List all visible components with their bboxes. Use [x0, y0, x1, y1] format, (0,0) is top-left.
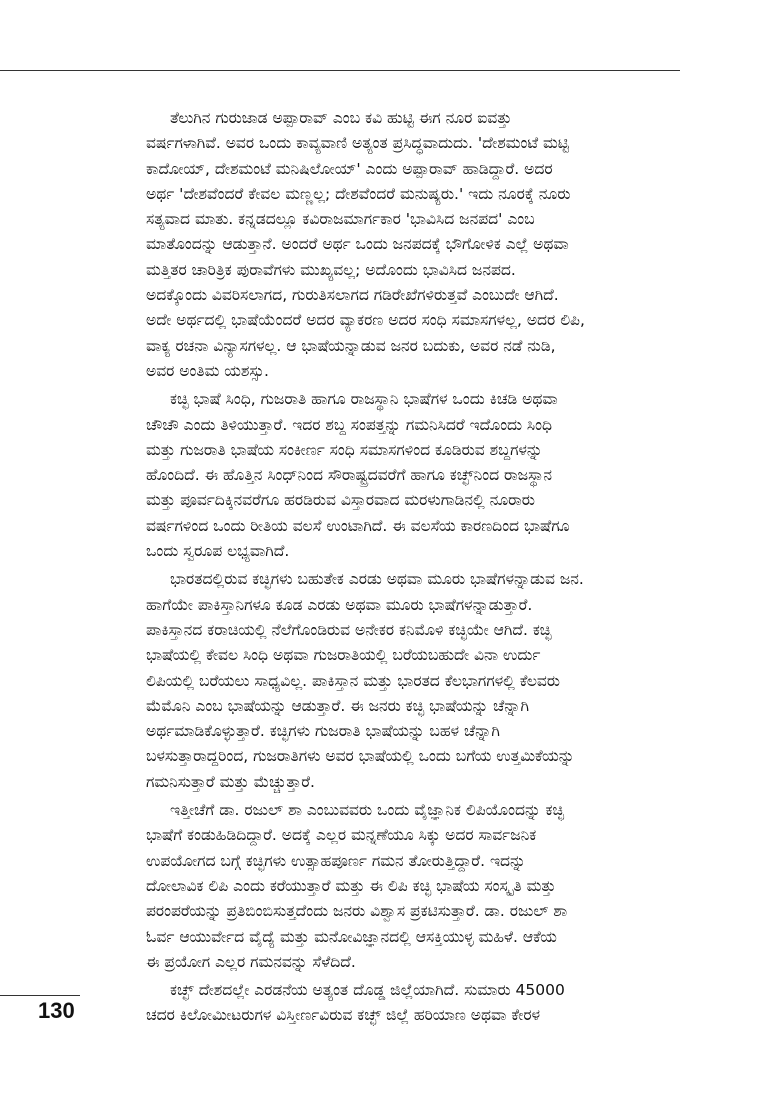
bottom-rule: [0, 995, 80, 996]
text-line: ಮೆಮೊನಿ ಎಂಬ ಭಾಷೆಯನ್ನು ಆಡುತ್ತಾರೆ. ಈ ಜನರು ಕಚ್ಛಿ ಭಾಷೆಯನ್ನು ಚೆನ್ನಾಗಿ: [146, 696, 529, 715]
text-line: ಉಪಯೋಗದ ಬಗ್ಗೆ ಕಚ್ಛಿಗಳು ಉತ್ಸಾಹಪೂರ್ಣ ಗಮನ ತೋರುತ್ತಿದ್ದಾರೆ. ಇದನ್ನು: [146, 851, 526, 870]
text-line: ಇತ್ತೀಚೆಗೆ ಡಾ. ರಜುಲ್ ಶಾ ಎಂಬುವವರು ಒಂದು ವೈಜ್ಞಾನಿಕ ಲಿಪಿಯೊಂದನ್ನು ಕಚ್ಛಿ: [170, 801, 565, 820]
page-number: 130: [38, 998, 75, 1023]
text-line: ಬಳಸುತ್ತಾರಾದ್ದರಿಂದ, ಗುಜರಾತಿಗಳು ಅವರ ಭಾಷೆಯಲ್ಲಿ ಒಂದು ಬಗೆಯ ಉತ್ತಮಿಕೆಯನ್ನು: [146, 747, 575, 766]
body-text: [146, 106, 656, 1029]
text-line: ಅದೇ ಅರ್ಥದಲ್ಲಿ ಭಾಷೆಯೆಂದರೆ ಅದರ ವ್ಯಾಕರಣ ಅದರ ಸಂಧಿ ಸಮಾಸಗಳಲ್ಲ, ಅದರ ಲಿಪಿ,: [146, 311, 585, 330]
text-line: ಮತ್ತು ಗುಜರಾತಿ ಭಾಷೆಯ ಸಂಕೀರ್ಣ ಸಂಧಿ ಸಮಾಸಗಳಿಂದ ಕೂಡಿರುವ ಶಬ್ದಗಳನ್ನು: [146, 440, 543, 459]
text-line: ವಾಕ್ಯ ರಚನಾ ವಿನ್ಯಾಸಗಳಲ್ಲ. ಆ ಭಾಷೆಯನ್ನಾಡುವ ಜನರ ಬದುಕು, ಅವರ ನಡೆ ನುಡಿ,: [146, 336, 556, 355]
text-line: ಗಮನಿಸುತ್ತಾರೆ ಮತ್ತು ಮೆಚ್ಚುತ್ತಾರೆ.: [146, 772, 315, 791]
text-line: ಓರ್ವ ಆಯುರ್ವೇದ ವೈದ್ಯೆ ಮತ್ತು ಮನೋವಿಜ್ಞಾನದಲ್ಲಿ ಆಸಕ್ತಿಯುಳ್ಳ ಮಹಿಳೆ. ಆಕೆಯ: [146, 927, 557, 946]
text-line: ಮತ್ತು ಪೂರ್ವದಿಕ್ಕಿನವರೆಗೂ ಹರಡಿರುವ ವಿಸ್ತಾರವಾದ ಮರಳುಗಾಡಿನಲ್ಲಿ ನೂರಾರು: [146, 491, 535, 510]
text-line: ಭಾಷೆಗೆ ಕಂಡುಹಿಡಿದಿದ್ದಾರೆ. ಅದಕ್ಕೆ ಎಲ್ಲರ ಮನ್ನಣೆಯೂ ಸಿಕ್ಕು ಅದರ ಸಾರ್ವಜನಿಕ: [146, 826, 537, 845]
text-line: ಕಾದೋಯ್, ದೇಶಮಂಟೆ ಮನಿಷಿಲೋಯ್' ಎಂದು ಅಪ್ಪಾರಾವ್ ಹಾಡಿದ್ದಾರೆ. ಅದರ: [146, 159, 553, 178]
top-rule: [0, 70, 680, 71]
text-line: ಪಾಕಿಸ್ತಾನದ ಕರಾಚಿಯಲ್ಲಿ ನೆಲೆಗೊಂಡಿರುವ ಅನೇಕರ ಕನಿಮೊಳಿ ಕಚ್ಛಿಯೇ ಆಗಿದೆ. ಕಚ್ಛಿ: [146, 620, 552, 639]
text-line: ಚದರ ಕಿಲೋಮೀಟರುಗಳ ವಿಸ್ತೀರ್ಣವಿರುವ ಕಚ್ಛ್ ಜಿಲ್ಲೆ ಹರಿಯಾಣ ಅಥವಾ ಕೇರಳ: [146, 1006, 541, 1025]
text-line: ವರ್ಷಗಳಾಗಿವೆ. ಅವರ ಒಂದು ಕಾವ್ಯವಾಣಿ ಅತ್ಯಂತ ಪ್ರಸಿದ್ಧವಾದುದು. 'ದೇಶಮಂಟೆ ಮಟ್ಟಿ: [146, 134, 569, 153]
text-line: ಚೌಚೌ ಎಂದು ತಿಳಿಯುತ್ತಾರೆ. ಇದರ ಶಬ್ದ ಸಂಪತ್ತನ್ನು ಗಮನಿಸಿದರೆ ಇದೊಂದು ಸಿಂಧಿ: [146, 415, 553, 434]
text-line: ಲಿಪಿಯಲ್ಲಿ ಬರೆಯಲು ಸಾಧ್ಯವಿಲ್ಲ. ಪಾಕಿಸ್ತಾನ ಮತ್ತು ಭಾರತದ ಕೆಲಭಾಗಗಳಲ್ಲಿ ಕೆಲವರು: [146, 671, 560, 690]
text-line: ಮಾತೊಂದನ್ನು ಆಡುತ್ತಾನೆ. ಅಂದರೆ ಅರ್ಥ ಒಂದು ಜನಪದಕ್ಕೆ ಭೌಗೋಳಿಕ ಎಲ್ಲೆ ಅಥವಾ: [146, 235, 569, 254]
paragraph: [146, 106, 656, 384]
text-line: ಅರ್ಥಮಾಡಿಕೊಳ್ಳುತ್ತಾರೆ. ಕಚ್ಛಿಗಳು ಗುಜರಾತಿ ಭಾಷೆಯನ್ನು ಬಹಳ ಚೆನ್ನಾಗಿ: [146, 722, 500, 741]
text-line: ಸತ್ಯವಾದ ಮಾತು. ಕನ್ನಡದಲ್ಲೂ ಕವಿರಾಜಮಾರ್ಗಕಾರ 'ಭಾವಿಸಿದ ಜನಪದ' ಎಂಬ: [146, 210, 535, 229]
paragraph: [146, 567, 656, 795]
text-line: ಈ ಪ್ರಯೋಗ ಎಲ್ಲರ ಗಮನವನ್ನು ಸೆಳೆದಿದೆ.: [146, 952, 356, 971]
text-line: ಪರಂಪರೆಯನ್ನು ಪ್ರತಿಬಿಂಬಿಸುತ್ತದೆಂದು ಜನರು ವಿಶ್ವಾಸ ಪ್ರಕಟಿಸುತ್ತಾರೆ. ಡಾ. ರಜುಲ್ ಶಾ: [146, 902, 568, 921]
paragraph: [146, 978, 656, 1029]
text-line: ಕಚ್ಛಿ ಭಾಷೆ ಸಿಂಧಿ, ಗುಜರಾತಿ ಹಾಗೂ ರಾಜಸ್ಥಾನಿ ಭಾಷೆಗಳ ಒಂದು ಕಿಚಡಿ ಅಥವಾ: [170, 390, 558, 409]
text-line: ಅರ್ಥ 'ದೇಶವೆಂದರೆ ಕೇವಲ ಮಣ್ಣಲ್ಲ; ದೇಶವೆಂದರೆ ಮನುಷ್ಯರು.' ಇದು ನೂರಕ್ಕೆ ನೂರು: [146, 184, 571, 203]
text-line: ಹಾಗೆಯೇ ಪಾಕಿಸ್ತಾನಿಗಳೂ ಕೂಡ ಎರಡು ಅಥವಾ ಮೂರು ಭಾಷೆಗಳನ್ನಾಡುತ್ತಾರೆ.: [146, 595, 533, 614]
text-line: ಒಂದು ಸ್ವರೂಪ ಲಭ್ಯವಾಗಿದೆ.: [146, 542, 290, 561]
paragraph: [146, 798, 656, 975]
text-line: ದೋಲಾವಿಕ ಲಿಪಿ ಎಂದು ಕರೆಯುತ್ತಾರೆ ಮತ್ತು ಈ ಲಿಪಿ ಕಚ್ಛಿ ಭಾಷೆಯ ಸಂಸ್ಕೃತಿ ಮತ್ತು: [146, 876, 556, 895]
text-line: ಭಾರತದಲ್ಲಿರುವ ಕಚ್ಛಿಗಳು ಬಹುತೇಕ ಎರಡು ಅಥವಾ ಮೂರು ಭಾಷೆಗಳನ್ನಾಡುವ ಜನ.: [170, 570, 584, 589]
paragraph: [146, 387, 656, 564]
text-line: ಅವರ ಅಂತಿಮ ಯಶಸ್ಸು.: [146, 361, 269, 380]
text-line: ಭಾಷೆಯಲ್ಲಿ ಕೇವಲ ಸಿಂಧಿ ಅಥವಾ ಗುಜರಾತಿಯಲ್ಲಿ ಬರೆಯಬಹುದೇ ವಿನಾ ಉರ್ದು: [146, 646, 541, 665]
text-line: ಅದಕ್ಕೊಂದು ವಿವರಿಸಲಾಗದ, ಗುರುತಿಸಲಾಗದ ಗಡಿರೇಖೆಗಳಿರುತ್ತವೆ ಎಂಬುದೇ ಆಗಿದೆ.: [146, 286, 559, 305]
text-line: ಮತ್ತಿತರ ಚಾರಿತ್ರಿಕ ಪುರಾವೆಗಳು ಮುಖ್ಯವಲ್ಲ; ಅದೊಂದು ಭಾವಿಸಿದ ಜನಪದ.: [146, 260, 516, 279]
text-line: ಕಚ್ಛ್ ದೇಶದಲ್ಲೇ ಎರಡನೆಯ ಅತ್ಯಂತ ದೊಡ್ಡ ಜಿಲ್ಲೆಯಾಗಿದೆ. ಸುಮಾರು 45000: [170, 981, 565, 1000]
text-line: ವರ್ಷಗಳಿಂದ ಒಂದು ರೀತಿಯ ವಲಸೆ ಉಂಟಾಗಿದೆ. ಈ ವಲಸೆಯ ಕಾರಣದಿಂದ ಭಾಷೆಗೂ: [146, 516, 570, 535]
text-line: ಹೊಂದಿದೆ. ಈ ಹೊತ್ತಿನ ಸಿಂಧ್‌ನಿಂದ ಸೌರಾಷ್ಟ್ರದವರೆಗೆ ಹಾಗೂ ಕಚ್ಛ್‌ನಿಂದ ರಾಜಸ್ಥಾನ: [146, 466, 552, 485]
text-line: ತೆಲುಗಿನ ಗುರುಜಾಡ ಅಪ್ಪಾರಾವ್ ಎಂಬ ಕವಿ ಹುಟ್ಟಿ ಈಗ ನೂರ ಐವತ್ತು: [170, 109, 512, 127]
